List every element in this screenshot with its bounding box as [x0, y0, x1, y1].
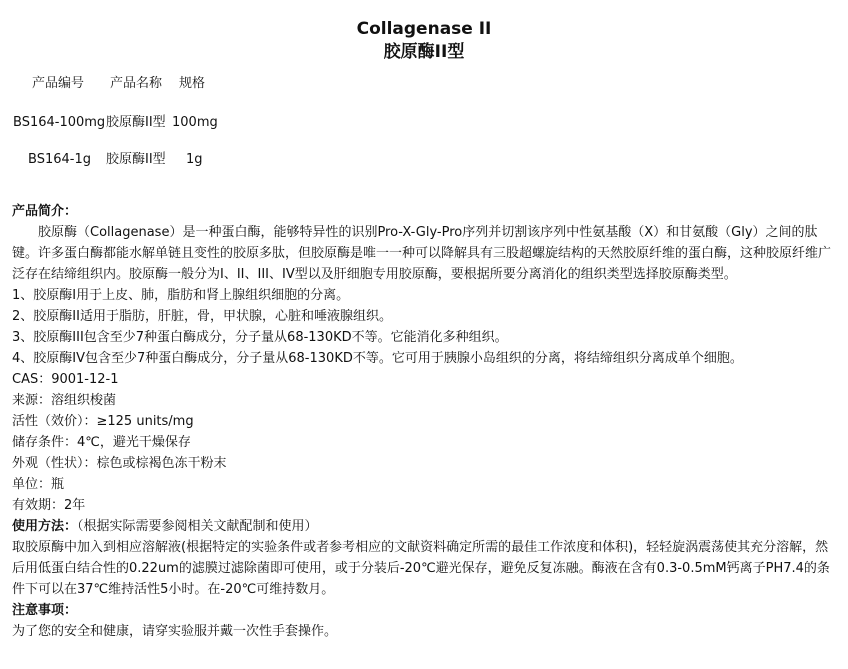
- intro-paragraph: 胶原酶（Collagenase）是一种蛋白酶，能够特异性的识别Pro-X-Gly-Pro序列并切割该序列中性氨基酸（X）和甘氨酸（Gly）之间的肽键。许多蛋白酶都能水解单链且变性的胶原多肽，但胶原酶是唯一一种可以降解具有三股超螺旋结构的天然胶原纤维的蛋白酶，这种胶原纤维广泛存在结缔组织内。胶原酶一般分为I、II、III、IV型以及肝细胞专用胶原酶，要根据所要分离消化的组织类型选择胶原酶类型。: [12, 225, 832, 282]
- usage-heading-line: [12, 516, 836, 537]
- product-code: BS164-1g: [28, 152, 91, 167]
- spec-activity: 活性（效价）：≥125 units/mg: [12, 414, 194, 429]
- product-name: 胶原酶II型: [106, 115, 166, 130]
- notes-paragraph: 为了您的安全和健康，请穿实验服并戴一次性手套操作。: [12, 624, 338, 639]
- usage-heading: 使用方法：: [12, 519, 78, 534]
- header-product-code: 产品编号: [32, 76, 85, 91]
- intro-heading: 产品简介：: [12, 204, 78, 219]
- product-spec: 1g: [186, 152, 203, 167]
- spec-source: 来源：溶组织梭菌: [12, 393, 117, 408]
- product-code: BS164-100mg: [13, 115, 106, 130]
- type-item: 3、胶原酶III包含至少7种蛋白酶成分，分子量从68-130KD不等。它能消化多种组织。: [12, 330, 508, 345]
- spec-unit: 单位：瓶: [12, 477, 65, 492]
- type-item: 4、胶原酶IV包含至少7种蛋白酶成分，分子量从68-130KD不等。它可用于胰腺小岛组织的分离，将结缔组织分离成单个细胞。: [12, 351, 743, 366]
- spec-appearance: 外观（性状）：棕色或棕褐色冻干粉末: [12, 456, 227, 471]
- product-name: 胶原酶II型: [106, 152, 166, 167]
- spec-cas: CAS：9001-12-1: [12, 372, 119, 387]
- document-body: [12, 201, 836, 642]
- spec-shelf-life: 有效期：2年: [12, 498, 86, 513]
- product-spec: 100mg: [172, 115, 218, 130]
- type-item: 2、胶原酶II适用于脂肪，肝脏，骨，甲状腺，心脏和唾液腺组织。: [12, 309, 392, 324]
- notes-heading: 注意事项：: [12, 603, 78, 618]
- header-product-name: 产品名称: [110, 76, 163, 91]
- header-spec: 规格: [179, 76, 206, 91]
- usage-note: （根据实际需要参阅相关文献配制和使用）: [77, 519, 318, 534]
- spec-storage: 储存条件：4℃，避光干燥保存: [12, 435, 191, 450]
- document-title-english: Collagenase II: [356, 19, 492, 39]
- document-title-chinese: 胶原酶II型: [383, 42, 465, 62]
- type-item: 1、胶原酶I用于上皮、肺，脂肪和肾上腺组织细胞的分离。: [12, 288, 350, 303]
- usage-paragraph: 取胶原酶中加入到相应溶解液(根据特定的实验条件或者参考相应的文献资料确定所需的最佳工作浓度和体积)，轻轻旋涡震荡使其充分溶解，然后用低蛋白结合性的0.22um的滤膜过滤除菌即可使用，或于分装后-20℃避光保存，避免反复冻融。酶液在含有0.3-0.5mM钙离子PH7.4的条件下可以在37℃维持活性5小时。在-20℃可维持数月。: [12, 540, 830, 597]
